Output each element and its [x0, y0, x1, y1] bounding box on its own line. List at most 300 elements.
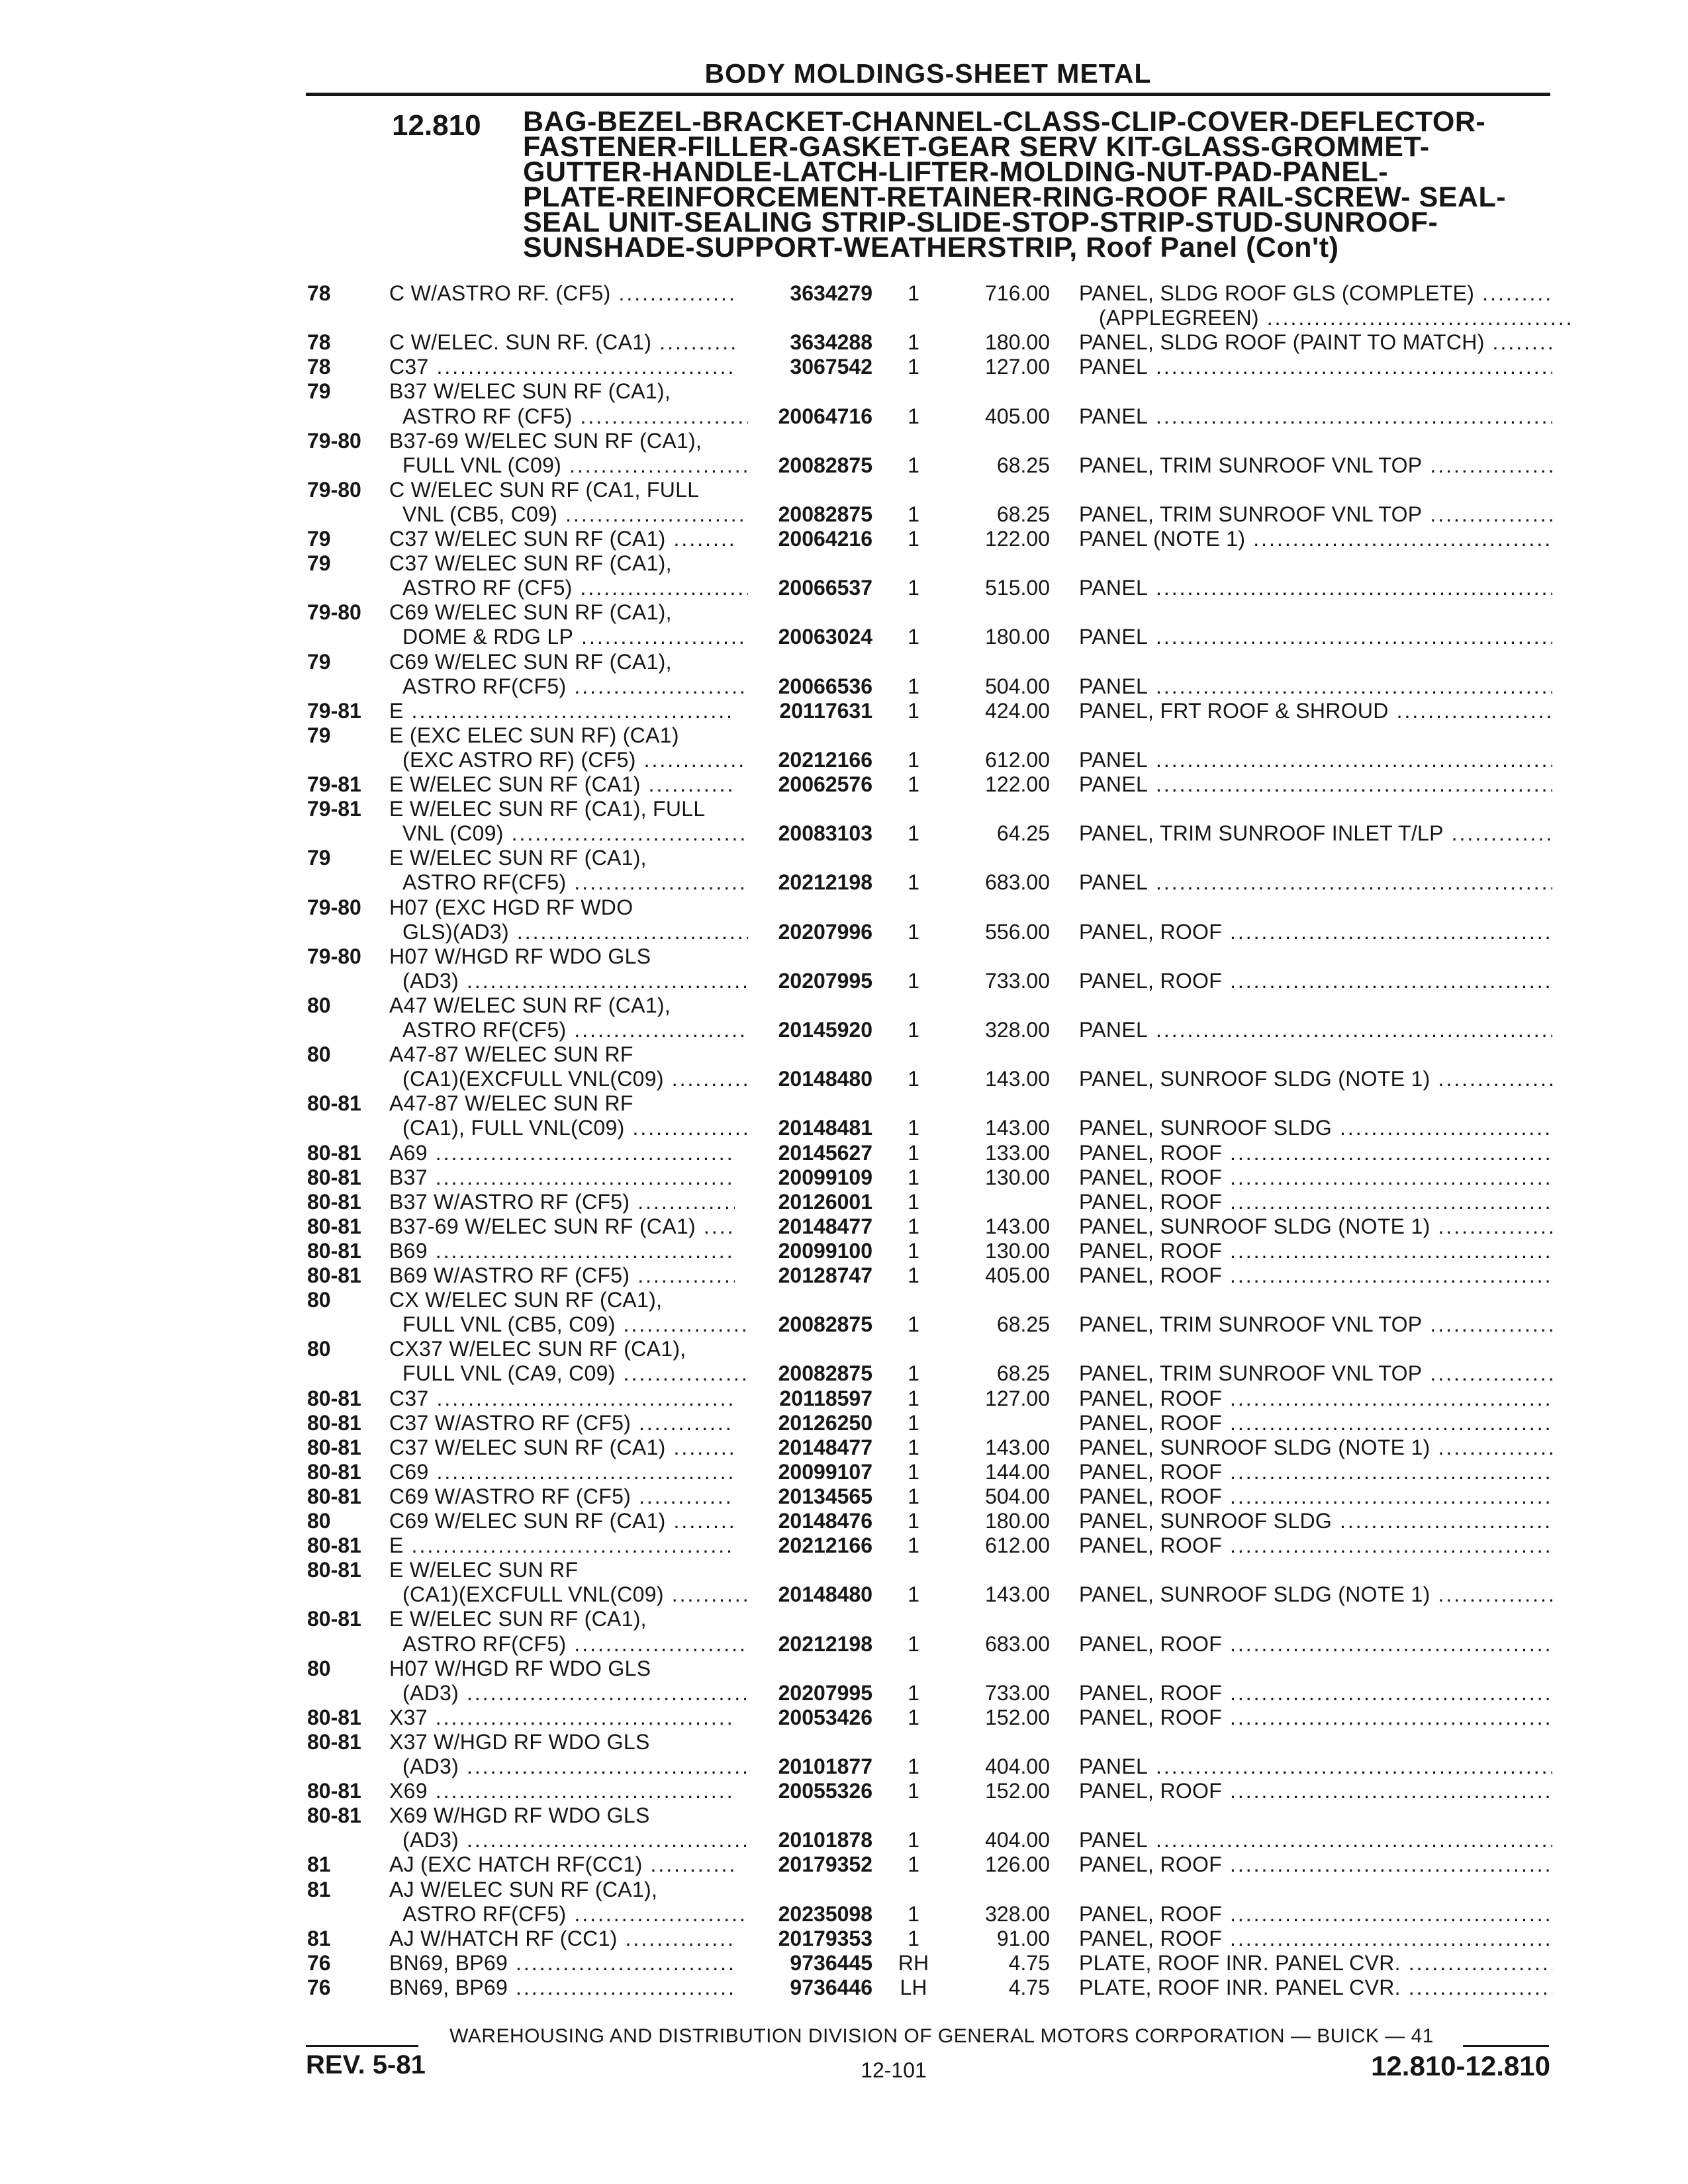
quantity: RH — [898, 1950, 929, 1975]
model-description: (CA1)(EXCFULL VNL(C09) ..... — [402, 1582, 748, 1606]
quantity: 1 — [908, 747, 919, 772]
page-number: 12-101 — [861, 2058, 927, 2082]
quantity: LH — [900, 1975, 927, 1999]
model-description: (AD3) ..... — [402, 969, 748, 993]
table-row — [0, 1681, 1688, 1705]
model-description: E W/ELEC SUN RF (CA1), — [389, 846, 647, 870]
model-year: 81 — [307, 1877, 331, 1901]
model-year: 80-81 — [307, 1214, 361, 1238]
model-description: H07 (EXC HGD RF WDO — [389, 895, 633, 919]
model-year: 80-81 — [307, 1386, 361, 1410]
model-year: 76 — [307, 1950, 331, 1975]
part-number: 20212198 — [778, 870, 872, 895]
model-description: E W/ELEC SUN RF (CA1) ..... — [389, 772, 735, 796]
part-number: 20118597 — [779, 1386, 872, 1410]
quantity: 1 — [908, 453, 919, 477]
model-description: (CA1), FULL VNL(C09) ..... — [402, 1116, 748, 1140]
model-description: B37 W/ELEC SUN RF (CA1), — [389, 379, 671, 404]
part-name: PANEL, TRIM SUNROOF VNL TOP ..... — [1079, 453, 1552, 477]
model-year: 79 — [307, 723, 331, 747]
part-name: PANEL, FRT ROOF & SHROUD ..... — [1079, 699, 1552, 723]
table-row — [0, 1632, 1688, 1656]
model-description: C37 W/ELEC SUN RF (CA1) ..... — [389, 527, 735, 551]
price: 404.00 — [985, 1828, 1050, 1852]
part-number: 20082875 — [778, 1361, 872, 1386]
model-description: C37 W/ELEC SUN RF (CA1), — [389, 551, 672, 576]
part-name: PANEL, ROOF ..... — [1079, 920, 1552, 944]
table-row — [0, 1337, 1688, 1361]
model-description: E W/ELEC SUN RF — [389, 1558, 579, 1582]
quantity: 1 — [908, 1214, 919, 1238]
table-row — [0, 379, 1688, 403]
table-row — [0, 1141, 1688, 1165]
price: 683.00 — [985, 1631, 1050, 1656]
quantity: 1 — [908, 1459, 919, 1484]
model-description: FULL VNL (C09) ..... — [402, 453, 748, 477]
part-number: 20055326 — [778, 1779, 872, 1803]
price: 4.75 — [1008, 1975, 1050, 1999]
part-number: 20099107 — [778, 1459, 872, 1484]
model-description: (AD3) ..... — [402, 1754, 748, 1778]
model-description: A47-87 W/ELEC SUN RF — [389, 1042, 633, 1067]
table-row — [0, 1976, 1688, 1999]
model-year: 79 — [307, 649, 331, 674]
table-row — [0, 846, 1688, 870]
part-name: PANEL, ROOF ..... — [1079, 1484, 1552, 1508]
quantity: 1 — [908, 1410, 919, 1435]
model-year: 79 — [307, 551, 331, 576]
part-name: PANEL, ROOF ..... — [1079, 1779, 1552, 1803]
part-name: PANEL, ROOF ..... — [1079, 1263, 1552, 1287]
table-row — [0, 1239, 1688, 1263]
model-description: C37 ..... — [389, 1387, 735, 1410]
price: 404.00 — [985, 1754, 1050, 1778]
part-number: 20148480 — [778, 1067, 872, 1091]
model-year: 80 — [307, 1337, 331, 1361]
part-name: PANEL, SUNROOF SLDG (NOTE 1) ..... — [1079, 1214, 1552, 1238]
table-row — [0, 674, 1688, 698]
model-description: (AD3) ..... — [402, 1828, 748, 1852]
table-row — [0, 1730, 1688, 1754]
part-name: PANEL, SLDG ROOF (PAINT TO MATCH) ..... — [1079, 330, 1552, 354]
quantity: 1 — [908, 698, 919, 723]
quantity: 1 — [908, 1484, 919, 1508]
quantity: 1 — [908, 1926, 919, 1950]
price: 4.75 — [1008, 1950, 1050, 1975]
part-number: 20148477 — [778, 1214, 872, 1238]
model-description: C69 W/ASTRO RF (CF5) ..... — [389, 1484, 735, 1508]
model-description: H07 W/HGD RF WDO GLS — [389, 1656, 651, 1680]
model-description: B69 ..... — [389, 1239, 735, 1263]
part-name: PANEL ..... — [1079, 674, 1552, 698]
table-row — [0, 821, 1688, 845]
model-description: A69 ..... — [389, 1141, 735, 1165]
part-number: 20207995 — [778, 968, 872, 993]
table-row — [0, 478, 1688, 502]
price: 556.00 — [985, 919, 1050, 944]
price: 328.00 — [985, 1018, 1050, 1042]
model-description: CX37 W/ELEC SUN RF (CA1), — [389, 1337, 686, 1361]
model-description: B37 ..... — [389, 1165, 735, 1189]
part-number: 20101877 — [778, 1754, 872, 1778]
part-name: (APPLEGREEN) ..... — [1099, 306, 1572, 330]
quantity: 1 — [908, 1852, 919, 1877]
part-name: PANEL ..... — [1079, 1754, 1552, 1778]
model-description: DOME & RDG LP ..... — [402, 625, 748, 649]
section-title-line: BAG-BEZEL-BRACKET-CHANNEL-CLASS-CLIP-COVER-DEFLECTOR- — [523, 106, 1486, 138]
model-description: VNL (CB5, C09) ..... — [402, 502, 748, 526]
part-name: PANEL, ROOF ..... — [1079, 1411, 1552, 1435]
part-number: 20148480 — [778, 1582, 872, 1607]
table-row — [0, 600, 1688, 624]
quantity: 1 — [908, 576, 919, 600]
model-year: 80-81 — [307, 1165, 361, 1189]
part-number: 20066536 — [778, 674, 872, 698]
quantity: 1 — [908, 968, 919, 993]
part-number: 20126250 — [778, 1410, 872, 1435]
quantity: 1 — [908, 1386, 919, 1410]
part-number: 20083103 — [778, 821, 872, 846]
part-name: PANEL, ROOF ..... — [1079, 1533, 1552, 1557]
part-name: PANEL, ROOF ..... — [1079, 1852, 1552, 1876]
part-name: PANEL, ROOF ..... — [1079, 1902, 1552, 1926]
price: 180.00 — [985, 330, 1050, 355]
table-row — [0, 1165, 1688, 1189]
part-number: 20148477 — [778, 1435, 872, 1459]
model-description: ASTRO RF (CF5) ..... — [402, 576, 748, 600]
part-number: 20064716 — [778, 404, 872, 428]
model-year: 78 — [307, 281, 331, 305]
price: 143.00 — [985, 1214, 1050, 1238]
quantity: 1 — [908, 1140, 919, 1165]
model-year: 80 — [307, 1042, 331, 1067]
quantity: 1 — [908, 1582, 919, 1607]
part-name: PANEL, ROOF ..... — [1079, 1632, 1552, 1656]
model-description: B69 W/ASTRO RF (CF5) ..... — [389, 1263, 735, 1287]
part-name: PANEL ..... — [1079, 404, 1552, 428]
model-description: E (EXC ELEC SUN RF) (CA1) — [389, 723, 679, 747]
model-description: C W/ASTRO RF. (CF5) ..... — [389, 281, 735, 305]
price: 122.00 — [985, 527, 1050, 551]
section-number: 12.810 — [392, 109, 481, 142]
price: 683.00 — [985, 870, 1050, 895]
model-year: 78 — [307, 330, 331, 355]
table-row — [0, 1828, 1688, 1852]
price: 126.00 — [985, 1852, 1050, 1877]
part-name: PANEL, TRIM SUNROOF VNL TOP ..... — [1079, 1312, 1552, 1336]
model-year: 80-81 — [307, 1705, 361, 1729]
model-year: 80-81 — [307, 1729, 361, 1754]
quantity: 1 — [908, 1018, 919, 1042]
model-description: ASTRO RF(CF5) ..... — [402, 674, 748, 698]
table-row — [0, 1091, 1688, 1115]
price: 144.00 — [985, 1459, 1050, 1484]
model-year: 80 — [307, 1656, 331, 1680]
part-number: 20101878 — [778, 1828, 872, 1852]
table-row — [0, 1582, 1688, 1606]
model-description: C W/ELEC SUN RF (CA1, FULL — [389, 477, 700, 502]
quantity: 1 — [908, 625, 919, 649]
section-title-line: SUNSHADE-SUPPORT-WEATHERSTRIP, Roof Panel (Con't) — [523, 232, 1339, 263]
price: 122.00 — [985, 772, 1050, 796]
part-number: 20128747 — [778, 1263, 872, 1287]
table-row — [0, 429, 1688, 453]
price: 68.25 — [996, 453, 1050, 477]
quantity: 1 — [908, 1361, 919, 1386]
quantity: 1 — [908, 281, 919, 305]
footer-rule — [1463, 2045, 1549, 2047]
price: 733.00 — [985, 968, 1050, 993]
model-year: 79-80 — [307, 428, 361, 453]
model-description: ASTRO RF(CF5) ..... — [402, 1632, 748, 1656]
part-number: 20063024 — [778, 625, 872, 649]
table-row — [0, 502, 1688, 526]
price: 68.25 — [996, 1361, 1050, 1386]
quantity: 1 — [908, 1116, 919, 1140]
part-name: PANEL, ROOF ..... — [1079, 1927, 1552, 1950]
part-name: PANEL ..... — [1079, 772, 1552, 796]
part-number: 20179352 — [778, 1852, 872, 1877]
part-number: 20148481 — [778, 1116, 872, 1140]
model-description: FULL VNL (CB5, C09) ..... — [402, 1312, 748, 1336]
part-number: 20207995 — [778, 1680, 872, 1705]
table-row — [0, 723, 1688, 747]
model-description: C69 W/ELEC SUN RF (CA1) ..... — [389, 1509, 735, 1533]
part-name: PLATE, ROOF INR. PANEL CVR. ..... — [1079, 1951, 1552, 1975]
table-row — [0, 895, 1688, 919]
part-name: PANEL, ROOF ..... — [1079, 1141, 1552, 1165]
table-row — [0, 993, 1688, 1017]
table-row — [0, 1558, 1688, 1582]
price: 68.25 — [996, 502, 1050, 526]
quantity: 1 — [908, 674, 919, 698]
table-row — [0, 453, 1688, 477]
model-year: 80-81 — [307, 1779, 361, 1803]
table-row — [0, 355, 1688, 379]
part-number: 3634288 — [790, 330, 872, 355]
model-description: ASTRO RF(CF5) ..... — [402, 1018, 748, 1042]
model-description: C69 ..... — [389, 1460, 735, 1484]
quantity: 1 — [908, 919, 919, 944]
model-year: 79 — [307, 379, 331, 404]
price: 127.00 — [985, 1386, 1050, 1410]
price: 143.00 — [985, 1435, 1050, 1459]
model-year: 79-80 — [307, 600, 361, 625]
model-year: 80 — [307, 1509, 331, 1533]
section-title-line: FASTENER-FILLER-GASKET-GEAR SERV KIT-GLASS-GROMMET- — [523, 131, 1430, 163]
part-name: PANEL, SUNROOF SLDG ..... — [1079, 1116, 1552, 1140]
part-number: 20099109 — [778, 1165, 872, 1189]
model-description: X37 ..... — [389, 1706, 735, 1729]
part-name: PANEL ..... — [1079, 1828, 1552, 1852]
model-description: E ..... — [389, 699, 735, 723]
model-description: B37-69 W/ELEC SUN RF (CA1) ..... — [389, 1214, 735, 1238]
revision-label: REV. 5-81 — [306, 2050, 426, 2079]
table-row — [0, 1927, 1688, 1950]
model-year: 80 — [307, 1288, 331, 1312]
model-description: C69 W/ELEC SUN RF (CA1), — [389, 649, 672, 674]
model-description: B37 W/ASTRO RF (CF5) ..... — [389, 1190, 735, 1214]
part-name: PANEL, SUNROOF SLDG (NOTE 1) ..... — [1079, 1435, 1552, 1459]
price: 180.00 — [985, 1509, 1050, 1533]
table-row — [0, 1312, 1688, 1336]
part-name: PANEL, ROOF ..... — [1079, 1681, 1552, 1705]
table-row — [0, 1067, 1688, 1091]
part-number: 20053426 — [778, 1705, 872, 1729]
part-name: PANEL, ROOF ..... — [1079, 1387, 1552, 1410]
part-number: 20179353 — [778, 1926, 872, 1950]
model-year: 79-81 — [307, 698, 361, 723]
model-description: A47 W/ELEC SUN RF (CA1), — [389, 993, 671, 1017]
quantity: 1 — [908, 1828, 919, 1852]
price: 515.00 — [985, 576, 1050, 600]
part-name: PANEL, SUNROOF SLDG (NOTE 1) ..... — [1079, 1582, 1552, 1606]
model-description: AJ (EXC HATCH RF(CC1) ..... — [389, 1852, 735, 1876]
quantity: 1 — [908, 1680, 919, 1705]
table-row — [0, 920, 1688, 944]
table-row — [0, 1361, 1688, 1385]
model-description: (EXC ASTRO RF) (CF5) ..... — [402, 748, 748, 772]
table-row — [0, 404, 1688, 428]
part-number: 20099100 — [778, 1238, 872, 1263]
part-name: PANEL ..... — [1079, 748, 1552, 772]
part-number: 20134565 — [778, 1484, 872, 1508]
part-name: PANEL, TRIM SUNROOF VNL TOP ..... — [1079, 1361, 1552, 1385]
part-name: PANEL, SUNROOF SLDG ..... — [1079, 1509, 1552, 1533]
model-description: VNL (C09) ..... — [402, 821, 748, 845]
model-description: C37 ..... — [389, 355, 735, 379]
model-description: GLS)(AD3) ..... — [402, 920, 748, 944]
part-number: 9736446 — [790, 1975, 872, 1999]
price: 180.00 — [985, 625, 1050, 649]
quantity: 1 — [908, 1705, 919, 1729]
part-name: PANEL ..... — [1079, 1018, 1552, 1042]
part-name: PLATE, ROOF INR. PANEL CVR. ..... — [1079, 1976, 1552, 1999]
part-name: PANEL, TRIM SUNROOF INLET T/LP ..... — [1079, 821, 1552, 845]
model-description: BN69, BP69 ..... — [389, 1976, 735, 1999]
part-number: 20148476 — [778, 1509, 872, 1533]
part-name: PANEL, SLDG ROOF GLS (COMPLETE) ..... — [1079, 281, 1552, 305]
price: 68.25 — [996, 1312, 1050, 1337]
model-year: 79-81 — [307, 772, 361, 796]
quantity: 1 — [908, 821, 919, 846]
footer-rule — [306, 2045, 418, 2047]
quantity: 1 — [908, 1435, 919, 1459]
model-description: X69 W/HGD RF WDO GLS — [389, 1803, 650, 1828]
section-title-line: PLATE-REINFORCEMENT-RETAINER-RING-ROOF RAIL-SCREW- SEAL- — [523, 181, 1507, 213]
part-name: PANEL, ROOF ..... — [1079, 1165, 1552, 1189]
price: 504.00 — [985, 674, 1050, 698]
section-title-line: SEAL UNIT-SEALING STRIP-SLIDE-STOP-STRIP-STUD-SUNROOF- — [523, 206, 1438, 238]
model-year: 79 — [307, 527, 331, 551]
part-number: 20126001 — [778, 1189, 872, 1214]
model-description: AJ W/HATCH RF (CC1) ..... — [389, 1927, 735, 1950]
quantity: 1 — [908, 1779, 919, 1803]
table-row — [0, 625, 1688, 649]
table-row — [0, 1214, 1688, 1238]
part-number: 20235098 — [778, 1901, 872, 1926]
table-row — [0, 1018, 1688, 1042]
model-description: A47-87 W/ELEC SUN RF — [389, 1091, 633, 1116]
price: 130.00 — [985, 1238, 1050, 1263]
price: 328.00 — [985, 1901, 1050, 1926]
price: 733.00 — [985, 1680, 1050, 1705]
table-row — [0, 1902, 1688, 1926]
model-year: 80-81 — [307, 1189, 361, 1214]
quantity: 1 — [908, 1631, 919, 1656]
quantity: 1 — [908, 502, 919, 526]
model-description: AJ W/ELEC SUN RF (CA1), — [389, 1877, 658, 1901]
table-row — [0, 1852, 1688, 1876]
quantity: 1 — [908, 355, 919, 379]
table-row — [0, 650, 1688, 674]
table-row — [0, 1484, 1688, 1508]
model-description: C37 W/ASTRO RF (CF5) ..... — [389, 1411, 735, 1435]
model-year: 80-81 — [307, 1238, 361, 1263]
part-number: 20212166 — [778, 1533, 872, 1558]
model-year: 81 — [307, 1852, 331, 1877]
model-year: 80-81 — [307, 1263, 361, 1287]
quantity: 1 — [908, 1312, 919, 1337]
table-row — [0, 330, 1688, 354]
model-year: 80-81 — [307, 1607, 361, 1631]
part-number: 20082875 — [778, 1312, 872, 1337]
model-description: H07 W/HGD RF WDO GLS — [389, 944, 651, 968]
model-description: BN69, BP69 ..... — [389, 1951, 735, 1975]
model-year: 79-81 — [307, 797, 361, 821]
part-number: 20207996 — [778, 919, 872, 944]
table-row — [0, 1657, 1688, 1680]
quantity: 1 — [908, 527, 919, 551]
table-row — [0, 1803, 1688, 1827]
quantity: 1 — [908, 1238, 919, 1263]
model-year: 79-80 — [307, 944, 361, 968]
quantity: 1 — [908, 1754, 919, 1778]
table-row — [0, 281, 1688, 305]
model-year: 80-81 — [307, 1803, 361, 1828]
model-year: 81 — [307, 1926, 331, 1950]
part-number: 20145920 — [778, 1018, 872, 1042]
price: 91.00 — [996, 1926, 1050, 1950]
quantity: 1 — [908, 1901, 919, 1926]
part-number: 20064216 — [778, 527, 872, 551]
model-year: 76 — [307, 1975, 331, 1999]
model-year: 80-81 — [307, 1140, 361, 1165]
table-row — [0, 1951, 1688, 1975]
table-row — [0, 1288, 1688, 1312]
model-year: 80-81 — [307, 1435, 361, 1459]
price: 133.00 — [985, 1140, 1050, 1165]
part-number: 20082875 — [778, 502, 872, 526]
table-row — [0, 1779, 1688, 1803]
table-row — [0, 576, 1688, 600]
page-title: BODY MOLDINGS-SHEET METAL — [704, 58, 1152, 89]
model-description: ASTRO RF (CF5) ..... — [402, 404, 748, 428]
model-description: C W/ELEC. SUN RF. (CA1) ..... — [389, 330, 735, 354]
price: 143.00 — [985, 1067, 1050, 1091]
part-name: PANEL, ROOF ..... — [1079, 1706, 1552, 1729]
quantity: 1 — [908, 772, 919, 796]
part-number: 20062576 — [778, 772, 872, 796]
part-number: 3634279 — [790, 281, 872, 305]
model-year: 80-81 — [307, 1558, 361, 1582]
price: 405.00 — [985, 1263, 1050, 1287]
model-description: X37 W/HGD RF WDO GLS — [389, 1729, 650, 1754]
table-row — [0, 1706, 1688, 1729]
price: 152.00 — [985, 1705, 1050, 1729]
table-row — [0, 772, 1688, 796]
model-description: CX W/ELEC SUN RF (CA1), — [389, 1288, 663, 1312]
